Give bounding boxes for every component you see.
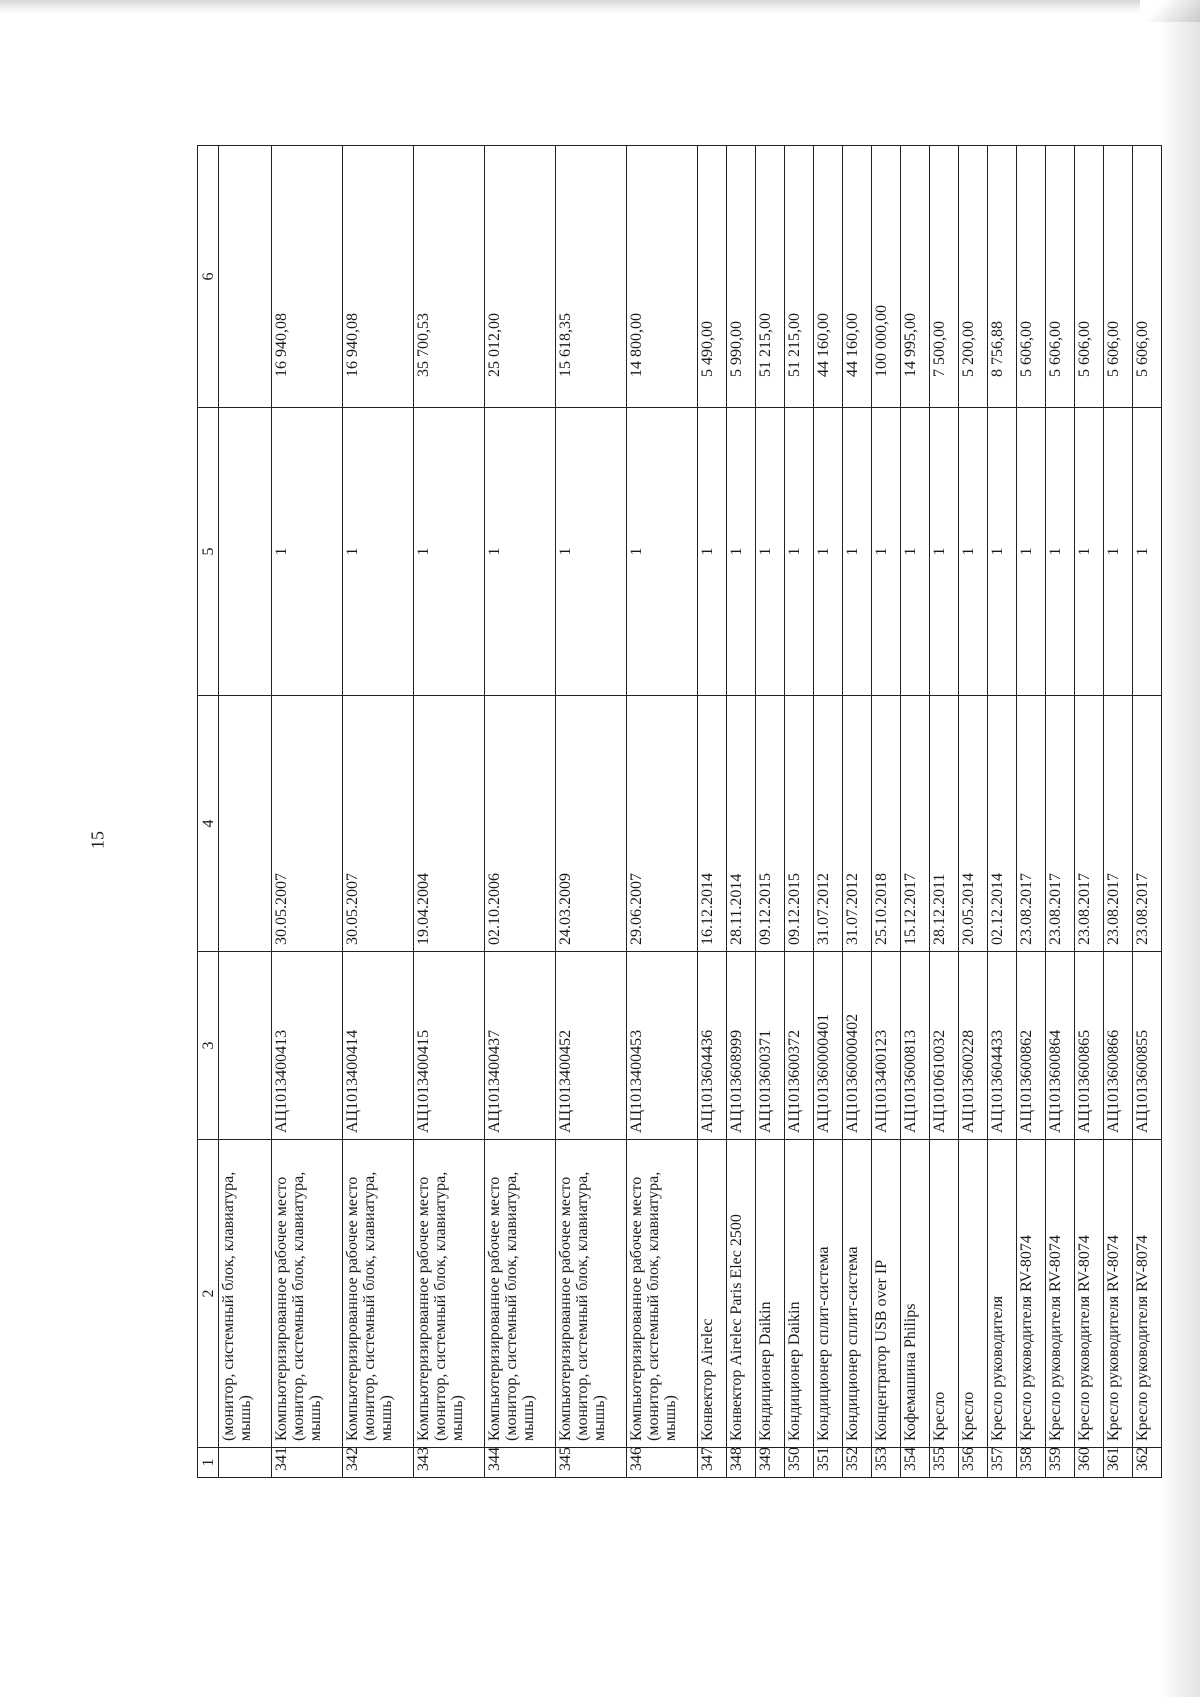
cell-name: Кофемашина Philips	[901, 1140, 930, 1448]
cell-date: 25.10.2018	[872, 696, 901, 952]
table-row	[814, 146, 843, 1478]
cell-price: 51 215,00	[785, 146, 814, 408]
cell-inventory-number: АЦ1013600228	[959, 952, 988, 1140]
cell-date: 23.08.2017	[1046, 696, 1075, 952]
cell-date	[219, 696, 272, 952]
cell-date: 09.12.2015	[756, 696, 785, 952]
cell-price: 7 500,00	[930, 146, 959, 408]
cell-inventory-number: АЦ1013600371	[756, 952, 785, 1140]
cell-name: Компьютеризированное рабочее место (монитор, системный блок, клавиатура, мышь)	[556, 1140, 627, 1448]
cell-price: 25 012,00	[485, 146, 556, 408]
cell-inventory-number: АЦ1013400123	[872, 952, 901, 1140]
cell-num: 344	[485, 1448, 556, 1478]
cell-name: Кресло руководителя RV-8074	[1017, 1140, 1046, 1448]
page-number: 15	[87, 831, 108, 849]
header-cell-3: 3	[198, 952, 219, 1140]
cell-name: Кресло	[959, 1140, 988, 1448]
scan-edge-top	[0, 0, 1200, 14]
table-row	[1046, 146, 1075, 1478]
cell-inventory-number: АЦ1013604433	[988, 952, 1017, 1140]
cell-quantity: 1	[627, 408, 698, 696]
cell-price: 14 995,00	[901, 146, 930, 408]
cell-name: Кресло руководителя RV-8074	[1075, 1140, 1104, 1448]
cell-num: 353	[872, 1448, 901, 1478]
cell-name: Компьютеризированное рабочее место (монитор, системный блок, клавиатура, мышь)	[485, 1140, 556, 1448]
table-row	[959, 146, 988, 1478]
header-cell-2: 2	[198, 1140, 219, 1448]
header-cell-5: 5	[198, 408, 219, 696]
cell-quantity: 1	[901, 408, 930, 696]
cell-quantity: 1	[843, 408, 872, 696]
table-row	[556, 146, 627, 1478]
cell-price: 5 200,00	[959, 146, 988, 408]
cell-quantity: 1	[343, 408, 414, 696]
cell-inventory-number	[219, 952, 272, 1140]
cell-quantity: 1	[814, 408, 843, 696]
cell-quantity	[219, 408, 272, 696]
table-row	[1104, 146, 1133, 1478]
cell-quantity: 1	[988, 408, 1017, 696]
cell-inventory-number: АЦ1013400453	[627, 952, 698, 1140]
cell-date: 23.08.2017	[1017, 696, 1046, 952]
table-row	[901, 146, 930, 1478]
cell-name: Компьютеризированное рабочее место (монитор, системный блок, клавиатура, мышь)	[343, 1140, 414, 1448]
cell-date: 23.08.2017	[1133, 696, 1162, 952]
cell-date: 16.12.2014	[698, 696, 727, 952]
table-row-continuation	[219, 146, 272, 1478]
cell-quantity: 1	[1046, 408, 1075, 696]
cell-name: Конвектор Airelec Paris Elec 2500	[727, 1140, 756, 1448]
cell-inventory-number: АЦ1013600862	[1017, 952, 1046, 1140]
cell-name: Конвектор Airelec	[698, 1140, 727, 1448]
cell-num: 360	[1075, 1448, 1104, 1478]
header-cell-6: 6	[198, 146, 219, 408]
cell-quantity: 1	[959, 408, 988, 696]
cell-price: 5 606,00	[1075, 146, 1104, 408]
cell-price: 5 606,00	[1046, 146, 1075, 408]
cell-date: 20.05.2014	[959, 696, 988, 952]
cell-name: (монитор, системный блок, клавиатура, мышь)	[219, 1140, 272, 1448]
cell-quantity: 1	[930, 408, 959, 696]
cell-date: 31.07.2012	[814, 696, 843, 952]
cell-price: 15 618,35	[556, 146, 627, 408]
cell-price: 16 940,08	[272, 146, 343, 408]
cell-num: 350	[785, 1448, 814, 1478]
cell-num: 362	[1133, 1448, 1162, 1478]
scan-corner	[1140, 0, 1200, 22]
cell-price: 5 490,00	[698, 146, 727, 408]
table-row	[930, 146, 959, 1478]
cell-price: 16 940,08	[343, 146, 414, 408]
cell-price	[219, 146, 272, 408]
cell-inventory-number: АЦ1013604436	[698, 952, 727, 1140]
header-row	[198, 146, 219, 1478]
cell-name: Концентратор USB over IP	[872, 1140, 901, 1448]
cell-date: 15.12.2017	[901, 696, 930, 952]
table-row	[785, 146, 814, 1478]
cell-date: 29.06.2007	[627, 696, 698, 952]
cell-num: 357	[988, 1448, 1017, 1478]
table-row	[272, 146, 343, 1478]
table-row	[756, 146, 785, 1478]
cell-quantity: 1	[414, 408, 485, 696]
inventory-table	[197, 145, 1162, 1478]
cell-num	[219, 1448, 272, 1478]
cell-num: 343	[414, 1448, 485, 1478]
cell-price: 35 700,53	[414, 146, 485, 408]
cell-quantity: 1	[756, 408, 785, 696]
cell-inventory-number: АЦ101360000401	[814, 952, 843, 1140]
cell-name: Кресло	[930, 1140, 959, 1448]
cell-name: Кресло руководителя RV-8074	[1133, 1140, 1162, 1448]
cell-name: Кресло руководителя RV-8074	[1046, 1140, 1075, 1448]
rotated-table-frame	[197, 146, 1151, 1478]
cell-num: 359	[1046, 1448, 1075, 1478]
cell-num: 345	[556, 1448, 627, 1478]
cell-price: 8 756,88	[988, 146, 1017, 408]
cell-num: 358	[1017, 1448, 1046, 1478]
cell-name: Кондиционер сплит-система	[814, 1140, 843, 1448]
cell-num: 346	[627, 1448, 698, 1478]
cell-inventory-number: АЦ1010610032	[930, 952, 959, 1140]
cell-quantity: 1	[556, 408, 627, 696]
table-row	[727, 146, 756, 1478]
table-row	[872, 146, 901, 1478]
cell-quantity: 1	[1017, 408, 1046, 696]
cell-name: Кресло руководителя	[988, 1140, 1017, 1448]
cell-num: 355	[930, 1448, 959, 1478]
header-cell-4: 4	[198, 696, 219, 952]
cell-num: 342	[343, 1448, 414, 1478]
cell-inventory-number: АЦ1013400415	[414, 952, 485, 1140]
table-row	[343, 146, 414, 1478]
cell-date: 30.05.2007	[343, 696, 414, 952]
cell-name: Кондиционер сплит-система	[843, 1140, 872, 1448]
cell-inventory-number: АЦ101360000402	[843, 952, 872, 1140]
cell-num: 351	[814, 1448, 843, 1478]
cell-num: 356	[959, 1448, 988, 1478]
cell-quantity: 1	[727, 408, 756, 696]
cell-name: Компьютеризированное рабочее место (монитор, системный блок, клавиатура, мышь)	[414, 1140, 485, 1448]
cell-quantity: 1	[698, 408, 727, 696]
cell-inventory-number: АЦ1013600864	[1046, 952, 1075, 1140]
cell-quantity: 1	[872, 408, 901, 696]
table-row	[1075, 146, 1104, 1478]
cell-num: 348	[727, 1448, 756, 1478]
table-row	[843, 146, 872, 1478]
cell-date: 23.08.2017	[1104, 696, 1133, 952]
cell-quantity: 1	[1104, 408, 1133, 696]
cell-date: 02.10.2006	[485, 696, 556, 952]
cell-name: Кондиционер Daikin	[785, 1140, 814, 1448]
cell-inventory-number: АЦ1013608999	[727, 952, 756, 1140]
cell-date: 28.11.2014	[727, 696, 756, 952]
cell-quantity: 1	[1133, 408, 1162, 696]
cell-date: 02.12.2014	[988, 696, 1017, 952]
table-row	[1017, 146, 1046, 1478]
cell-date: 24.03.2009	[556, 696, 627, 952]
cell-price: 5 606,00	[1104, 146, 1133, 408]
cell-price: 14 800,00	[627, 146, 698, 408]
cell-quantity: 1	[785, 408, 814, 696]
cell-price: 5 606,00	[1017, 146, 1046, 408]
cell-inventory-number: АЦ1013600813	[901, 952, 930, 1140]
cell-inventory-number: АЦ1013600865	[1075, 952, 1104, 1140]
cell-date: 28.12.2011	[930, 696, 959, 952]
cell-num: 352	[843, 1448, 872, 1478]
header-cell-1: 1	[198, 1448, 219, 1478]
cell-quantity: 1	[1075, 408, 1104, 696]
table-row	[1133, 146, 1162, 1478]
table-row	[485, 146, 556, 1478]
cell-num: 361	[1104, 1448, 1133, 1478]
cell-date: 23.08.2017	[1075, 696, 1104, 952]
inventory-table-container	[197, 146, 1151, 1478]
cell-inventory-number: АЦ1013400414	[343, 952, 414, 1140]
cell-name: Кондиционер Daikin	[756, 1140, 785, 1448]
cell-inventory-number: АЦ1013600866	[1104, 952, 1133, 1140]
cell-num: 354	[901, 1448, 930, 1478]
cell-price: 51 215,00	[756, 146, 785, 408]
cell-price: 5 606,00	[1133, 146, 1162, 408]
cell-num: 341	[272, 1448, 343, 1478]
scan-edge-right	[1160, 0, 1200, 1697]
cell-quantity: 1	[272, 408, 343, 696]
cell-inventory-number: АЦ1013600855	[1133, 952, 1162, 1140]
cell-inventory-number: АЦ1013600372	[785, 952, 814, 1140]
table-row	[988, 146, 1017, 1478]
cell-date: 19.04.2004	[414, 696, 485, 952]
cell-inventory-number: АЦ1013400452	[556, 952, 627, 1140]
cell-num: 349	[756, 1448, 785, 1478]
cell-price: 44 160,00	[843, 146, 872, 408]
cell-inventory-number: АЦ1013400413	[272, 952, 343, 1140]
cell-price: 5 990,00	[727, 146, 756, 408]
cell-date: 09.12.2015	[785, 696, 814, 952]
table-row	[627, 146, 698, 1478]
cell-name: Компьютеризированное рабочее место (монитор, системный блок, клавиатура, мышь)	[272, 1140, 343, 1448]
cell-name: Компьютеризированное рабочее место (монитор, системный блок, клавиатура, мышь)	[627, 1140, 698, 1448]
cell-inventory-number: АЦ1013400437	[485, 952, 556, 1140]
table-row	[414, 146, 485, 1478]
cell-name: Кресло руководителя RV-8074	[1104, 1140, 1133, 1448]
cell-num: 347	[698, 1448, 727, 1478]
cell-quantity: 1	[485, 408, 556, 696]
cell-price: 44 160,00	[814, 146, 843, 408]
cell-date: 31.07.2012	[843, 696, 872, 952]
cell-date: 30.05.2007	[272, 696, 343, 952]
table-row	[698, 146, 727, 1478]
cell-price: 100 000,00	[872, 146, 901, 408]
